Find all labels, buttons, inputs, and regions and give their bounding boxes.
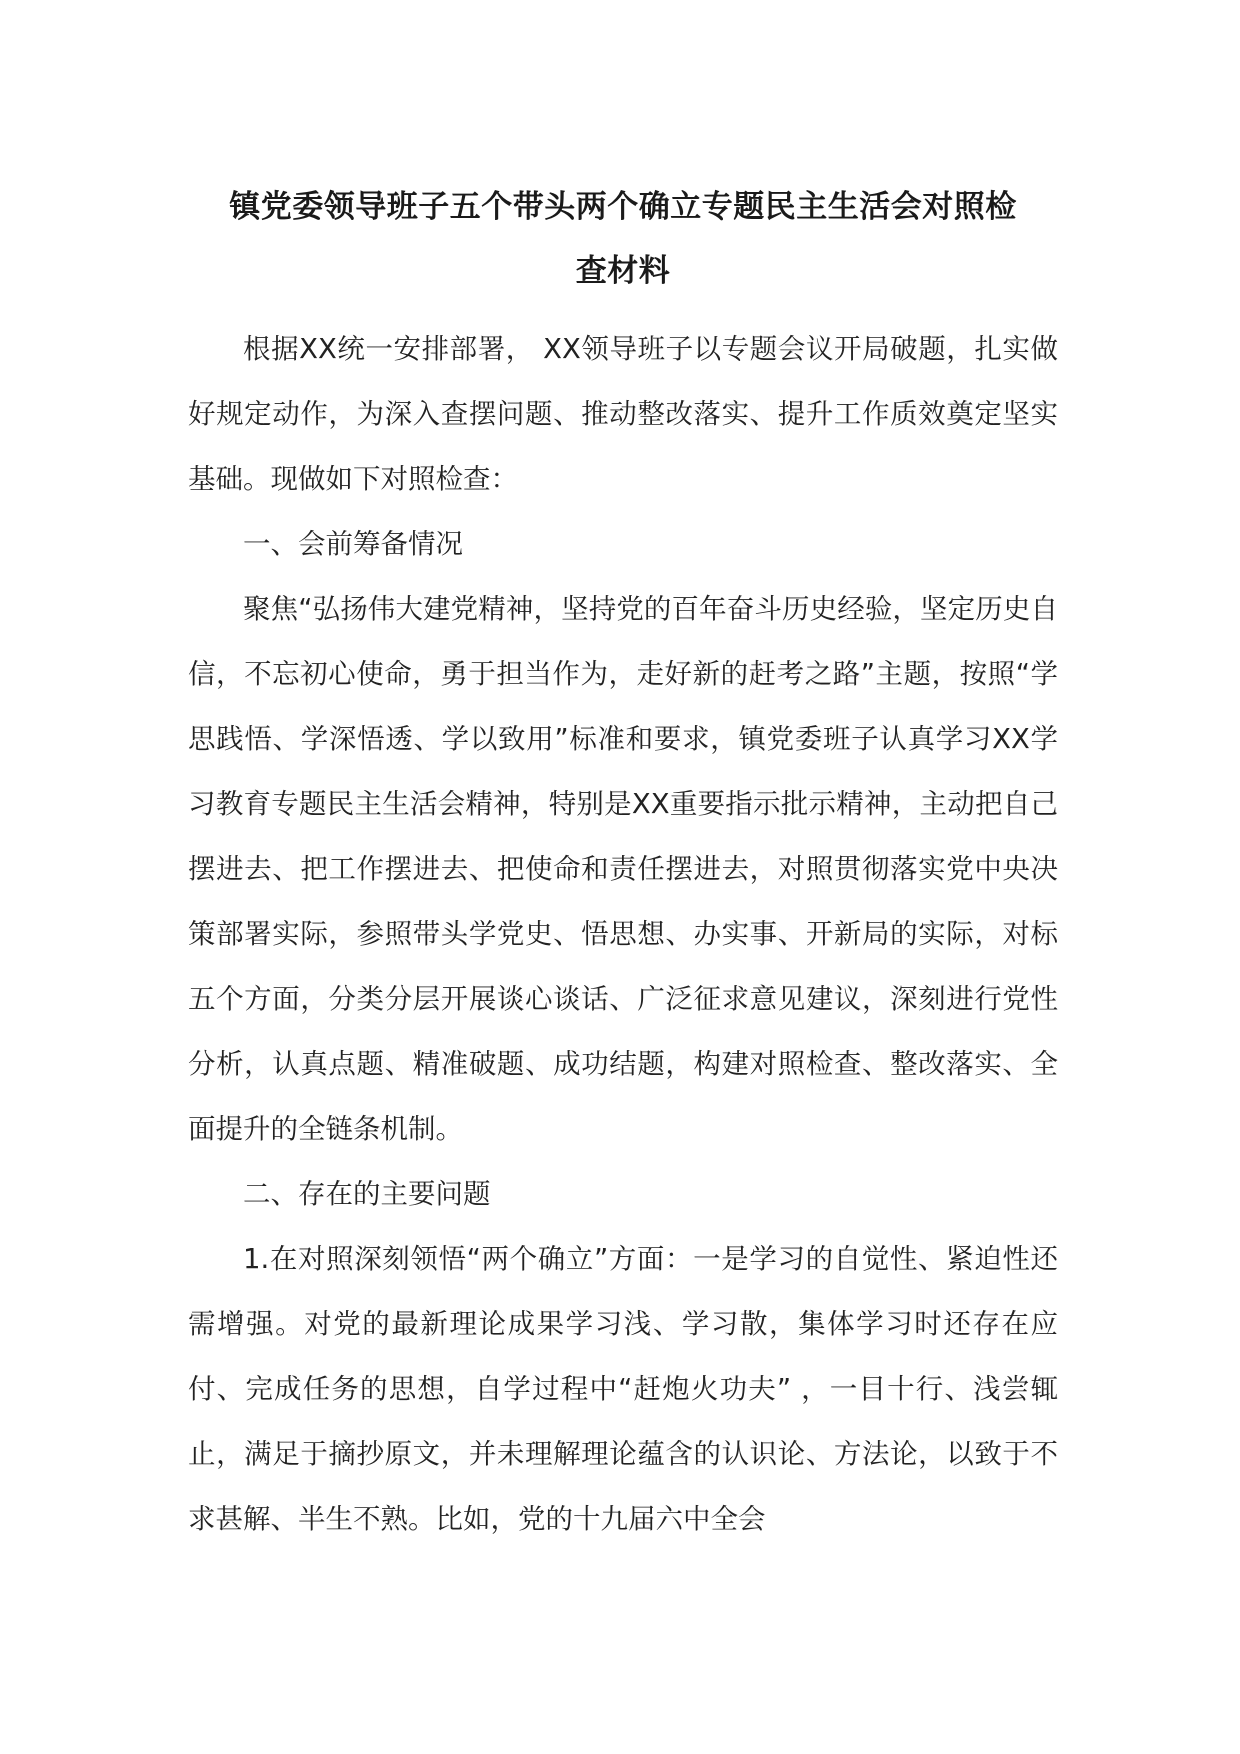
document-body	[188, 317, 1058, 1552]
document-title	[188, 175, 1058, 303]
document-page	[188, 175, 1058, 1552]
intro-paragraph: 根据XX统一安排部署， XX领导班子以专题会议开局破题，扎实做好规定动作，为深入查摆问题、推动整改落实、提升工作质效奠定坚实基础。现做如下对照检查：	[188, 333, 1058, 495]
preparation-paragraph: 聚焦“弘扬伟大建党精神，坚持党的百年奋斗历史经验，坚定历史自信，不忘初心使命，勇于担当作为，走好新的赶考之路”主题，按照“学思践悟、学深悟透、学以致用”标准和要求，镇党委班子认真学习XX学习教育专题民主生活会精神，特别是XX重要指示批示精神，主动把自己摆进去、把工作摆进去、把使命和责任摆进去，对照贯彻落实党中央决策部署实际，参照带头学党史、悟思想、办实事、开新局的实际，对标五个方面，分类分层开展谈心谈话、广泛征求意见建议，深刻进行党性分析，认真点题、精准破题、成功结题，构建对照检查、整改落实、全面提升的全链条机制。	[188, 593, 1058, 1145]
title-line-2: 查材料	[575, 253, 671, 289]
problem-item-1: 1.在对照深刻领悟“两个确立”方面：一是学习的自觉性、紧迫性还需增强。对党的最新理论成果学习浅、学习散，集体学习时还存在应付、完成任务的思想，自学过程中“赶炮火功夫” ，一目十行、浅尝辄止，满足于摘抄原文，并未理解理论蕴含的认识论、方法论，以致于不求甚解、半生不熟。比如，党的十九届六中全会	[188, 1243, 1058, 1535]
section-heading-preparation: 一、会前筹备情况	[243, 528, 463, 560]
section-heading-problems: 二、存在的主要问题	[243, 1178, 491, 1210]
title-line-1: 镇党委领导班子五个带头两个确立专题民主生活会对照检	[229, 189, 1017, 225]
